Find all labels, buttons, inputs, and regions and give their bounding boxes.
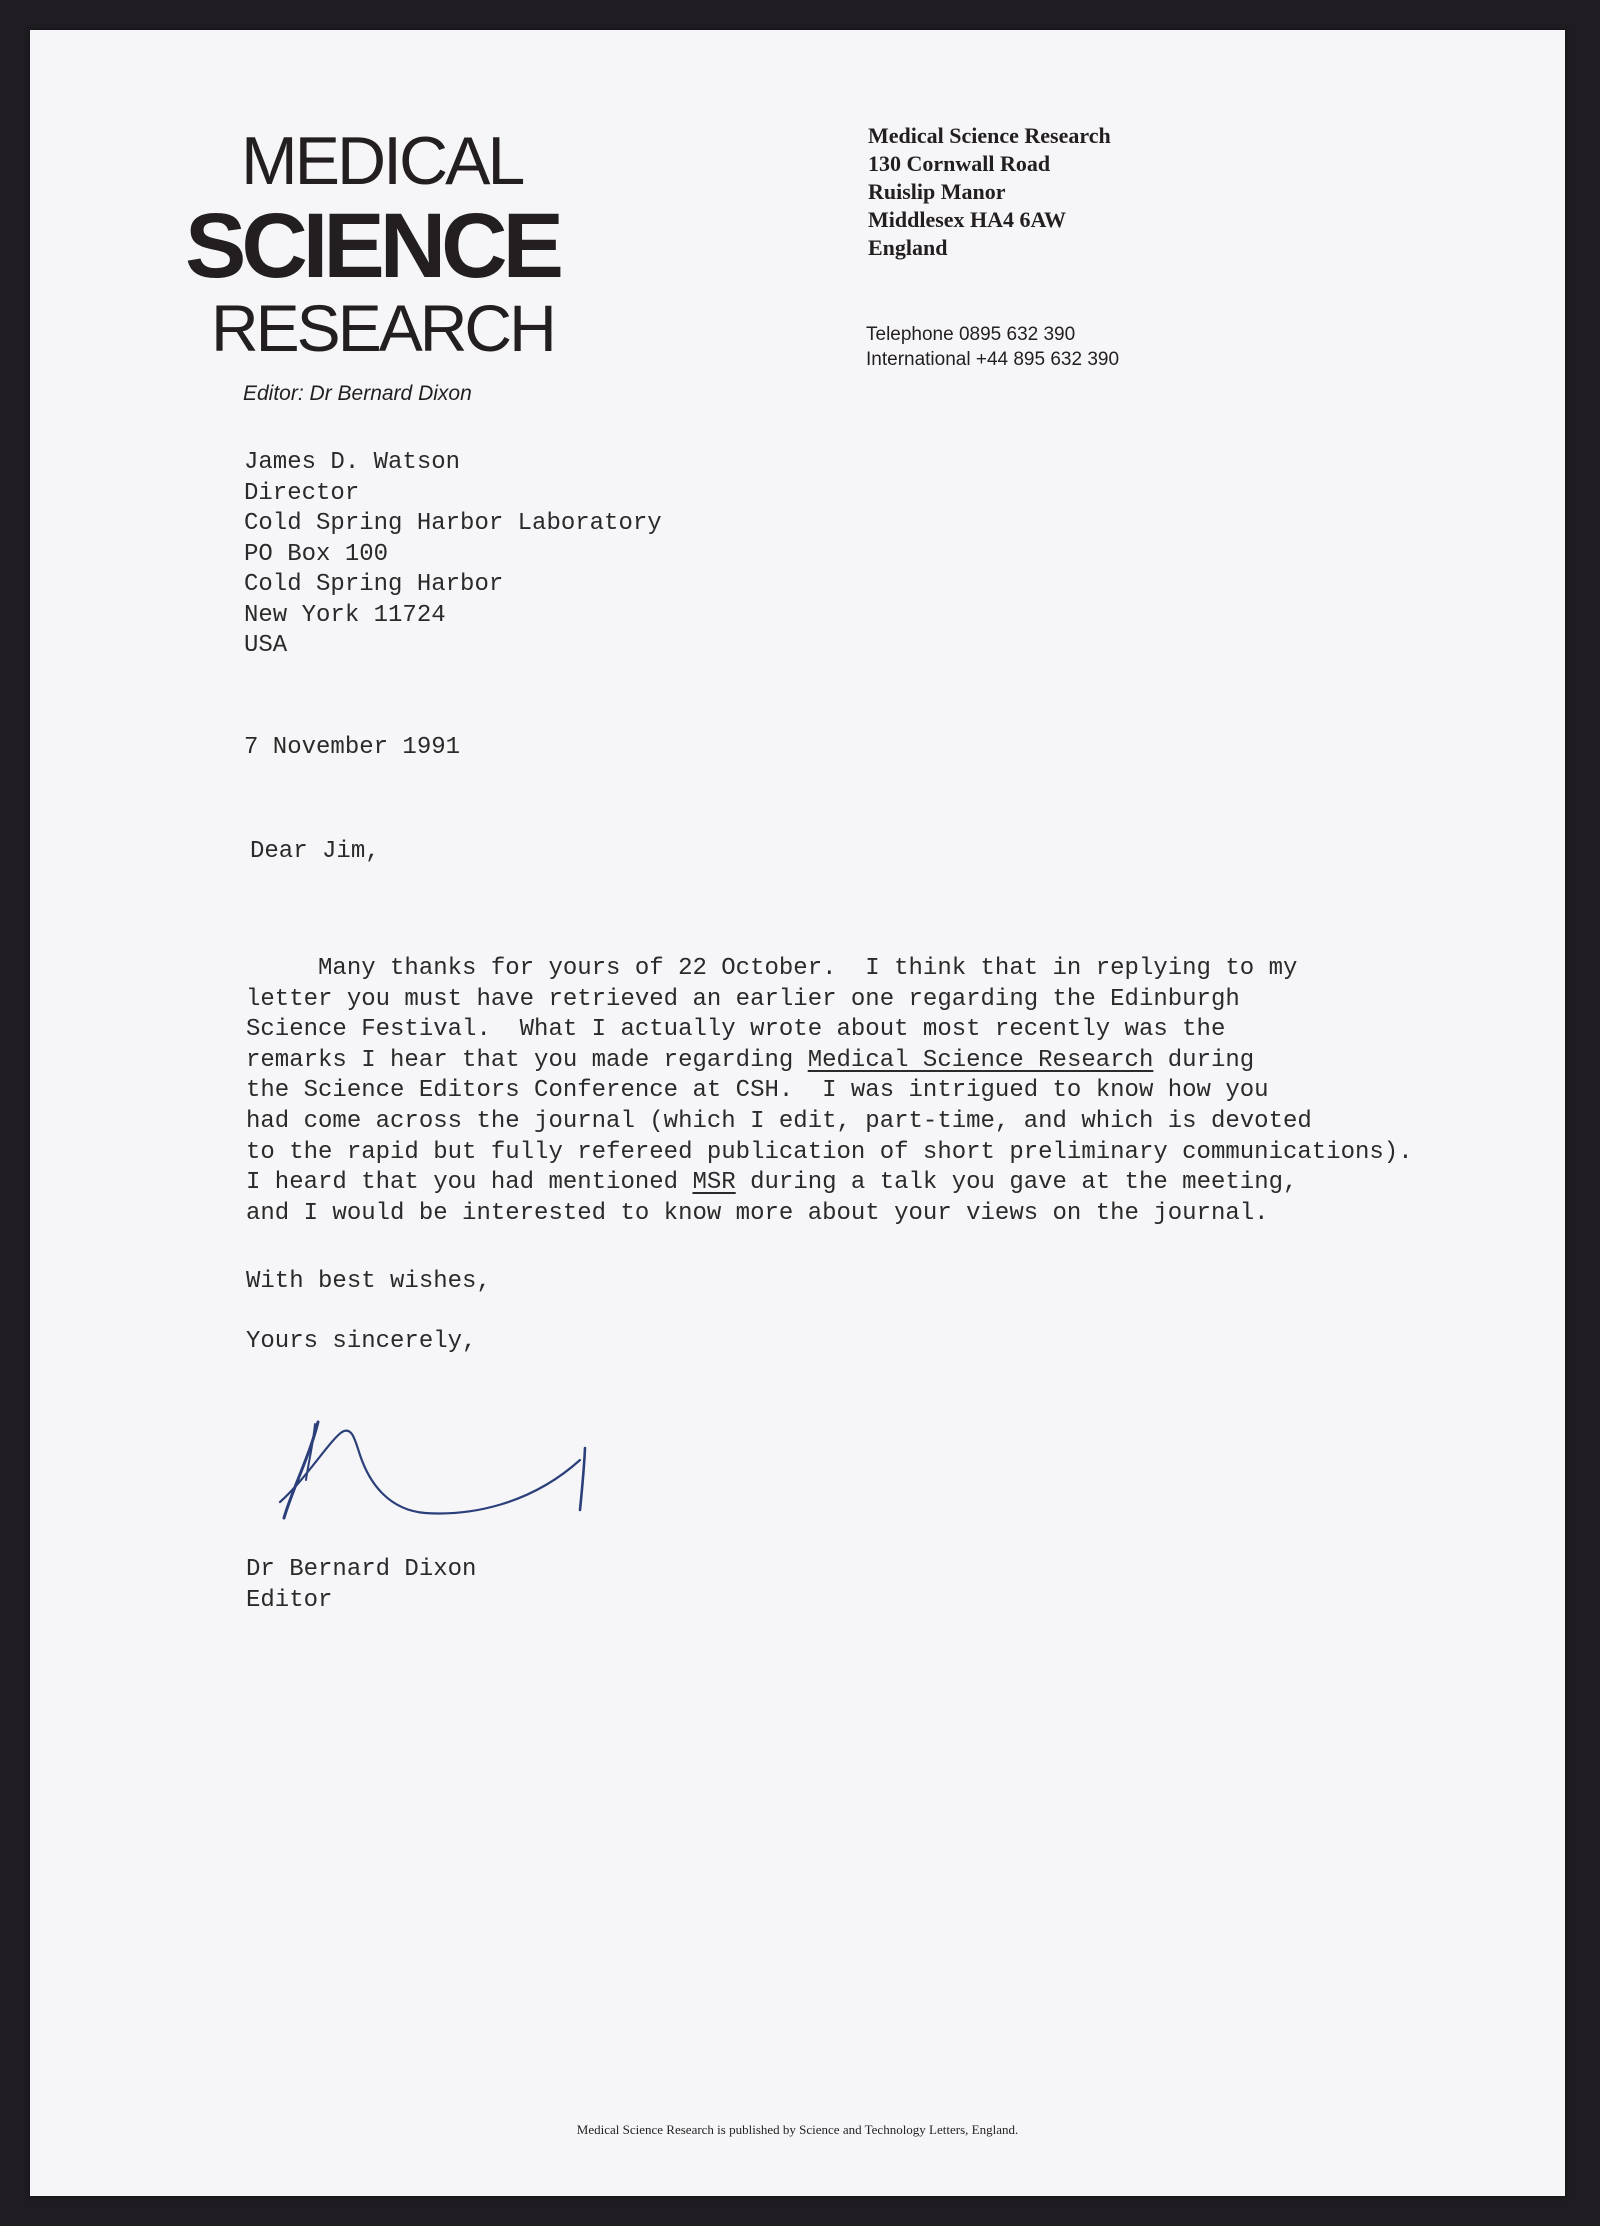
- sender-address: [868, 122, 1111, 262]
- letter-page: [30, 30, 1565, 2196]
- closing-sincerely: Yours sincerely,: [246, 1328, 477, 1355]
- letter-body: [246, 954, 1546, 1229]
- body-line: Science Festival. What I actually wrote about most recently was the: [246, 1016, 1226, 1044]
- international-phone-line: International +44 895 632 390: [866, 349, 1120, 370]
- publisher-footer: Medical Science Research is published by Science and Technology Letters, England.: [576, 2122, 1019, 2137]
- body-line: Many thanks for yours of 22 October. I think that in replying to my: [246, 955, 1298, 982]
- signer-block: [246, 1555, 476, 1616]
- address-line: 130 Cornwall Road: [868, 151, 1051, 176]
- journal-abbrev-underlined: MSR: [692, 1169, 736, 1197]
- address-line: Ruislip Manor: [868, 179, 1006, 204]
- body-line: [246, 1168, 1546, 1199]
- body-line: had come across the journal (which I edit, part-time, and which is devoted: [246, 1107, 1312, 1135]
- recipient-line: New York 11724: [244, 601, 446, 629]
- recipient-line: Cold Spring Harbor: [244, 571, 504, 598]
- address-line: England: [868, 235, 948, 260]
- body-text-segment: during: [1153, 1046, 1255, 1074]
- body-line: to the rapid but fully refereed publication of short preliminary communications).: [246, 1138, 1413, 1166]
- journal-title-underlined: Medical Science Research: [807, 1046, 1154, 1074]
- body-text-segment: during a talk you gave at the meeting,: [735, 1169, 1298, 1197]
- sender-phones: [866, 322, 1119, 372]
- body-line: [246, 1046, 1546, 1077]
- body-text-segment: I heard that you had mentioned: [246, 1169, 693, 1197]
- recipient-line: Cold Spring Harbor Laboratory: [244, 510, 662, 537]
- body-line: the Science Editors Conference at CSH. I was intrigued to know how you: [246, 1077, 1269, 1105]
- logo-line-science: SCIENCE: [185, 195, 559, 297]
- body-text-segment: remarks I hear that you made regarding: [246, 1046, 808, 1074]
- body-line: and I would be interested to know more about your views on the journal.: [246, 1199, 1269, 1227]
- recipient-address: [244, 448, 662, 662]
- signer-name: Dr Bernard Dixon: [246, 1556, 477, 1583]
- address-line: Middlesex HA4 6AW: [868, 207, 1066, 232]
- recipient-line: PO Box 100: [244, 540, 389, 568]
- recipient-line: Director: [244, 479, 360, 507]
- telephone-line: Telephone 0895 632 390: [866, 324, 1076, 345]
- handwritten-signature: [260, 1410, 600, 1540]
- closing-wishes: With best wishes,: [246, 1268, 491, 1295]
- editor-credit: Editor: Dr Bernard Dixon: [243, 382, 472, 405]
- logo-line-medical: MEDICAL: [241, 123, 523, 199]
- recipient-line: James D. Watson: [244, 449, 461, 476]
- body-line: letter you must have retrieved an earlier one regarding the Edinburgh: [246, 985, 1240, 1013]
- address-line: Medical Science Research: [868, 123, 1111, 148]
- signer-title: Editor: [246, 1586, 333, 1614]
- letter-date: 7 November 1991: [244, 734, 461, 761]
- salutation: Dear Jim,: [250, 838, 380, 865]
- recipient-line: USA: [244, 632, 288, 659]
- logo-line-research: RESEARCH: [211, 291, 554, 365]
